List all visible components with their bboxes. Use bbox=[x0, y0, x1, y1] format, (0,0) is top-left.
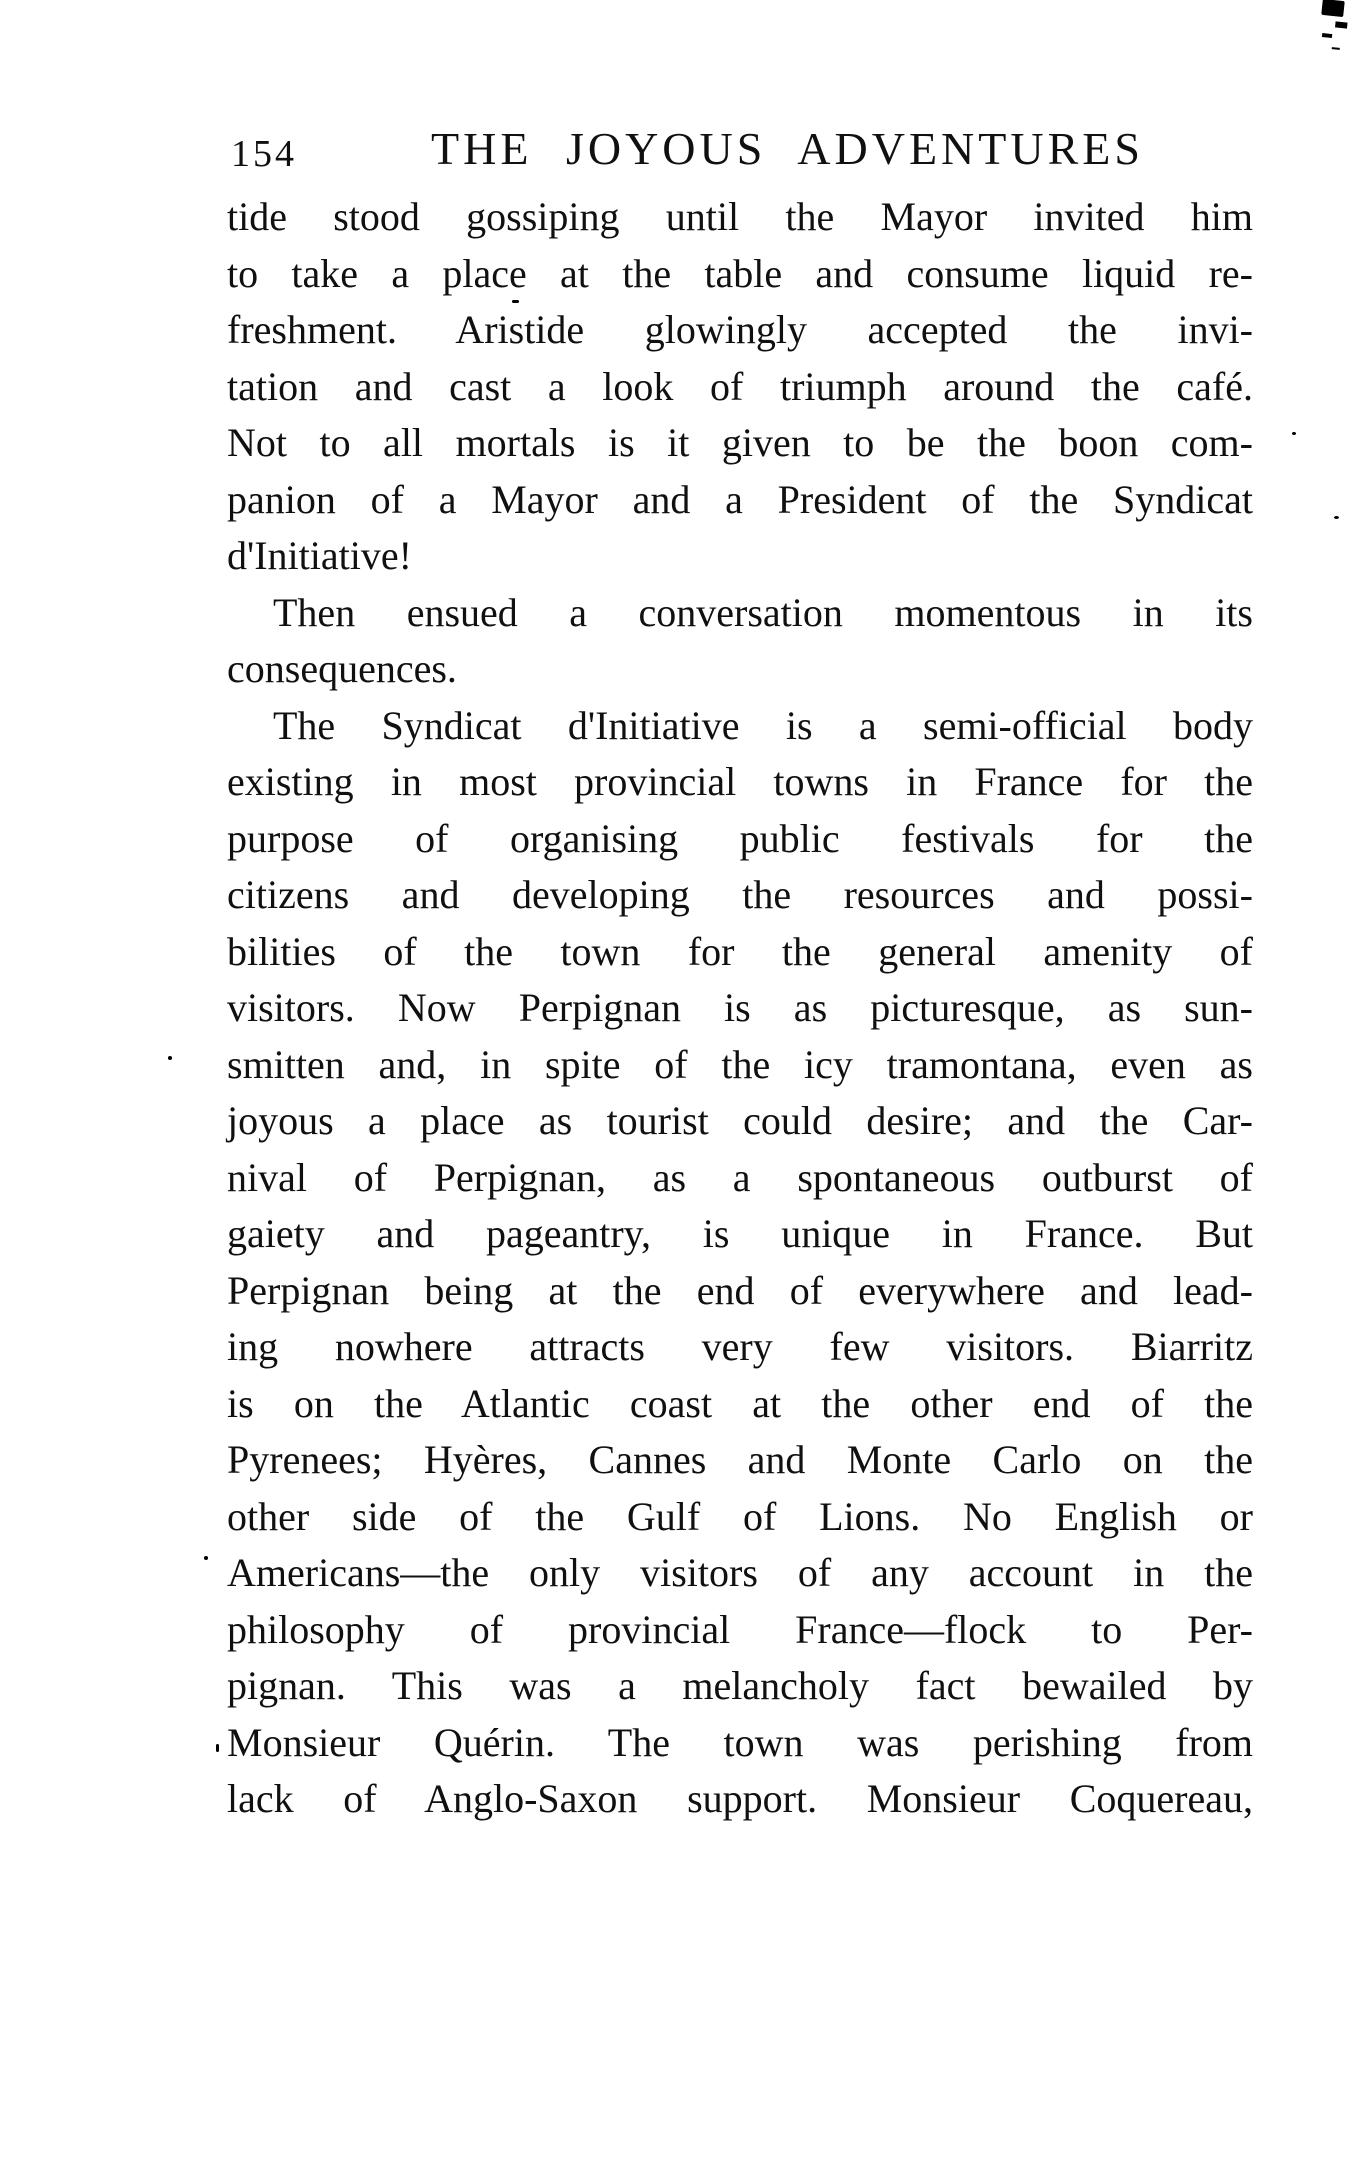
text-line: smitten and, in spite of the icy tramontana, even as bbox=[227, 1041, 1253, 1087]
text-line: nival of Perpignan, as a spontaneous outburst of bbox=[227, 1154, 1253, 1200]
text-line: to take a place at the table and consume liquid re- bbox=[227, 250, 1253, 296]
text-line: pignan. This was a melancholy fact bewailed by bbox=[227, 1663, 1253, 1708]
text-line: other side of the Gulf of Lions. No English or bbox=[227, 1493, 1253, 1539]
text-line: Then ensued a conversation momentous in its bbox=[273, 589, 1253, 635]
scan-artifact bbox=[168, 1056, 172, 1060]
text-line: philosophy of provincial France—flock to Per- bbox=[227, 1606, 1253, 1652]
text-line: ing nowhere attracts very few visitors. Biarritz bbox=[227, 1324, 1253, 1369]
text-line: citizens and developing the resources and possi- bbox=[227, 872, 1253, 917]
text-line: tide stood gossiping until the Mayor invited him bbox=[227, 194, 1253, 239]
page-number: 154 bbox=[231, 133, 297, 175]
body-text bbox=[227, 189, 1253, 1828]
page-header bbox=[227, 122, 1253, 182]
text-line: panion of a Mayor and a President of the Syndicat bbox=[227, 476, 1253, 522]
scan-artifact bbox=[204, 1556, 208, 1560]
text-line: Not to all mortals is it given to be the boon com- bbox=[227, 420, 1253, 465]
text-line: Americans—the only visitors of any account in the bbox=[227, 1550, 1253, 1595]
scan-artifact bbox=[512, 300, 519, 303]
text-line: existing in most provincial towns in France for the bbox=[227, 759, 1253, 804]
text-line: visitors. Now Perpignan is as picturesque, as sun- bbox=[227, 985, 1253, 1030]
text-line: bilities of the town for the general amenity of bbox=[227, 928, 1253, 974]
scan-artifact bbox=[1321, 0, 1345, 17]
text-line: Monsieur Quérin. The town was perishing from bbox=[227, 1719, 1253, 1765]
scan-artifact bbox=[1292, 432, 1296, 435]
text-line: joyous a place as tourist could desire; and the Car- bbox=[227, 1098, 1253, 1143]
running-title: THE JOYOUS ADVENTURES bbox=[431, 123, 1144, 174]
text-line: consequences. bbox=[227, 646, 457, 691]
text-line: The Syndicat d'Initiative is a semi-official body bbox=[273, 702, 1253, 748]
text-line: is on the Atlantic coast at the other end of the bbox=[227, 1380, 1253, 1426]
text-line: purpose of organising public festivals for the bbox=[227, 815, 1253, 861]
text-line: d'Initiative! bbox=[227, 533, 412, 578]
text-line: freshment. Aristide glowingly accepted the invi- bbox=[227, 307, 1253, 352]
scan-artifact bbox=[216, 1744, 219, 1752]
text-line: lack of Anglo-Saxon support. Monsieur Coquereau, bbox=[227, 1776, 1253, 1821]
text-line: Pyrenees; Hyères, Cannes and Monte Carlo on the bbox=[227, 1437, 1253, 1482]
text-line: tation and cast a look of triumph around the café. bbox=[227, 363, 1253, 409]
text-line: gaiety and pageantry, is unique in France. But bbox=[227, 1211, 1253, 1256]
text-line: Perpignan being at the end of everywhere and lead- bbox=[227, 1267, 1253, 1313]
scan-artifact bbox=[1334, 516, 1339, 519]
